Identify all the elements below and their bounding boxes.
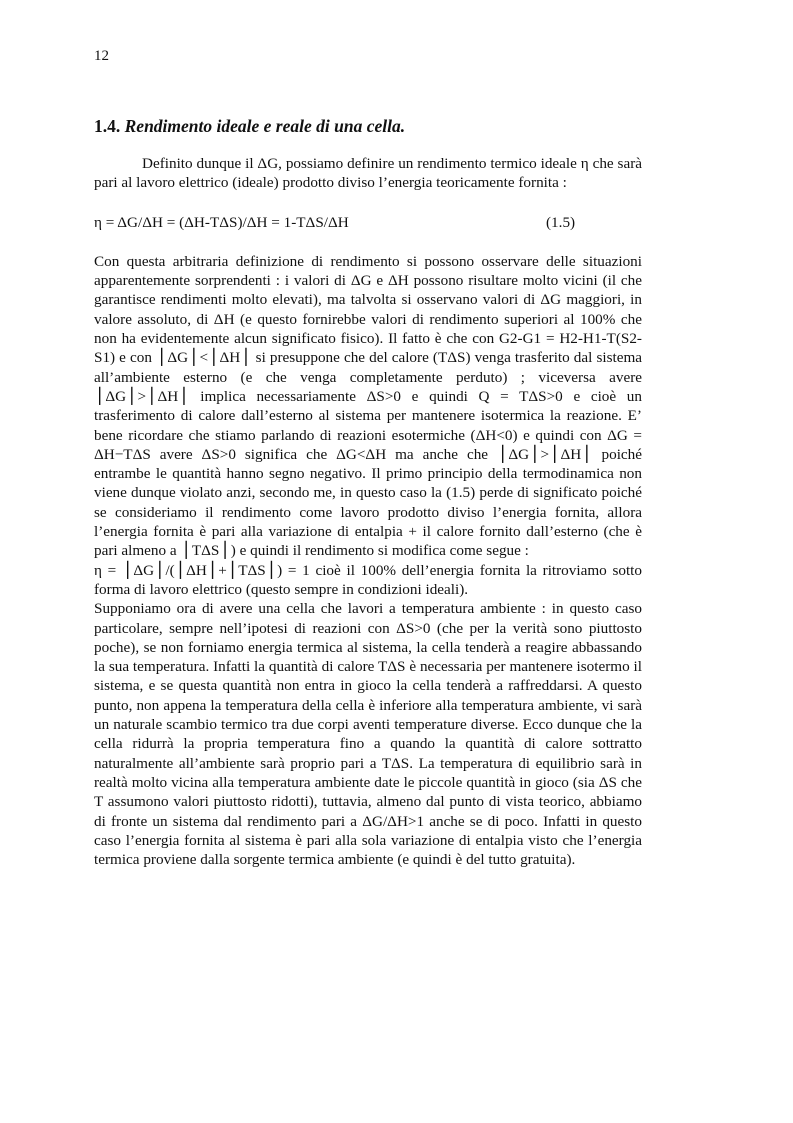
body-text: [94, 154, 642, 869]
section-heading: [94, 115, 654, 137]
section-number: 1.4.: [94, 116, 121, 136]
equation-body: η = ΔG/ΔH = (ΔH-TΔS)/ΔH = 1-TΔS/ΔH: [94, 213, 349, 231]
equation-1-5: [94, 213, 642, 232]
intro-paragraph: Definito dunque il ΔG, possiamo definire un rendimento termico ideale η che sarà pari al lavoro elettrico (ideale) prodotto diviso l’energia teoricamente fornita :: [94, 155, 642, 192]
paragraph-efficiency-formula: η = ⎪ΔG⎪/(⎪ΔH⎪+⎪TΔS⎪) = 1 cioè il 100% dell’energia fornita la ritroviamo sotto forma di lavoro elettrico (questo sempre in condizioni ideali).: [94, 561, 642, 598]
page-number: 12: [94, 48, 109, 64]
paragraph-efficiency-discussion: Con questa arbitraria definizione di rendimento si possono osservare delle situazioni apparentemente sorprendenti : i valori di ΔG e ΔH possono risultare molto vicini (il che garantisce rendimenti molto elevati), ma talvolta si osservano valori di ΔG maggiori, in valore assoluto, di ΔH (e questo fornirebbe valori di rendimento superiori al 100% che non ha evidentemente alcun significato fisico). Il fatto è che con G2-G1 = H2-H1-T(S2-S1) e con ⎪ΔG⎪<⎪ΔH⎪ si presuppone che del calore (TΔS) venga trasferito dal sistema all’ambiente esterno (e che venga completamente perduto) ; viceversa avere ⎪ΔG⎪>⎪ΔH⎪ implica necessariamente ΔS>0 e quindi Q = TΔS>0 e cioè un trasferimento di calore dall’esterno al sistema per mantenere isotermica la reazione. E’ bene ricordare che stiamo parlando di reazioni esotermiche (ΔH<0) e quindi con ΔG = ΔH−TΔS avere ΔS>0 significa che ΔG<ΔH ma anche che ⎪ΔG⎪>⎪ΔH⎪ poiché entrambe le quantità hanno segno negativo. Il primo principio della termodinamica non viene dunque violato anzi, secondo me, in questo caso la (1.5) perde di significato poiché se consideriamo il rendimento come lavoro prodotto diviso l’energia fornita, allora l’energia fornita è pari alla variazione di entalpia + il calore fornito dall’esterno (che è pari almeno a ⎪TΔS⎪) e quindi il rendimento si modifica come segue :: [94, 252, 642, 560]
section-title: Rendimento ideale e reale di una cella.: [124, 116, 406, 136]
paragraph-room-temperature-cell: Supponiamo ora di avere una cella che lavori a temperatura ambiente : in questo caso particolare, sempre nell’ipotesi di reazioni con ΔS>0 (che per la verità sono piuttosto poche), se non forniamo energia termica al sistema, la cella tenderà a reagire abbassando la sua temperatura. Infatti la quantità di calore TΔS è necessaria per mantenere isotermo il sistema, e se questa quantità non entra in gioco la cella tenderà a raffreddarsi. A questo punto, non appena la temperatura della cella è inferiore alla temperatura ambiente, vi sarà un naturale scambio termico tra due corpi aventi temperature diverse. Ecco dunque che la cella ridurrà la propria temperatura fino a quando la quantità di calore sottratto naturalmente all’ambiente sarà proprio pari a TΔS. La temperatura di equilibrio sarà in realtà molto vicina alla temperatura ambiente date le piccole quantità in gioco (sia ΔS che T assumono valori piuttosto ridotti), tuttavia, almeno dal punto di vista teorico, abbiamo di fronte un sistema dal rendimento pari a ΔG/ΔH>1 anche se di poco. Infatti in questo caso l’energia fornita al sistema è pari alla sola variazione di entalpia visto che l’energia termica proviene dalla sorgente termica ambiente (e quindi è del tutto gratuita).: [94, 600, 642, 869]
equation-number: (1.5): [546, 213, 576, 231]
